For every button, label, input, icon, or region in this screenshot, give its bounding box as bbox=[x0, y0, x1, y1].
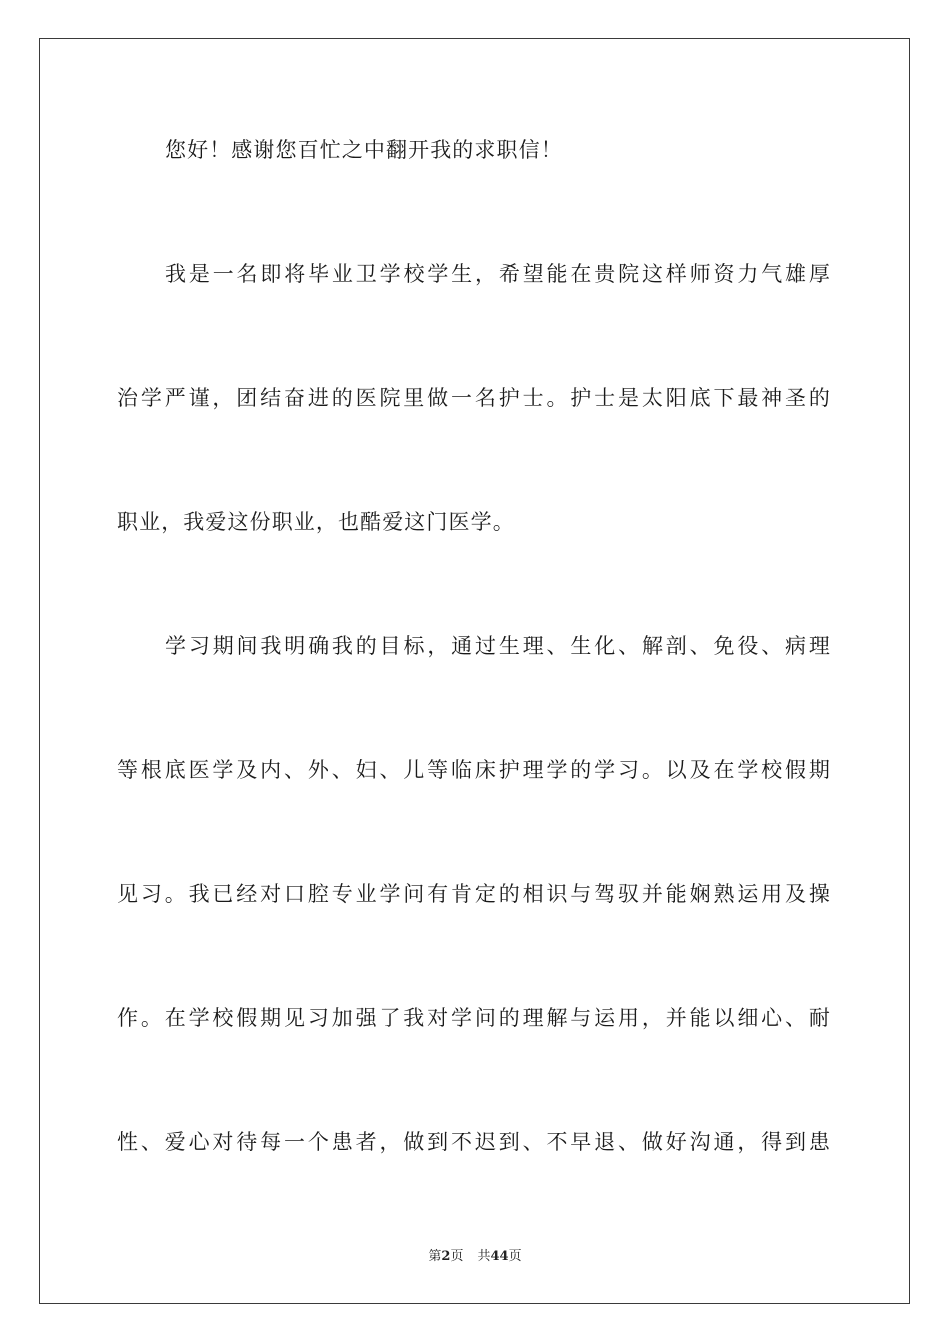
paragraph-2-line-5: 性、爱心对待每一个患者，做到不迟到、不早退、做好沟通，得到患 bbox=[117, 1130, 831, 1154]
total-suffix: 页 bbox=[508, 1249, 522, 1264]
paragraph-2-line-2: 等根底医学及内、外、妇、儿等临床护理学的学习。以及在学校假期 bbox=[117, 758, 831, 782]
page-number: 2 bbox=[441, 1249, 451, 1264]
paragraph-1-line-2: 治学严谨，团结奋进的医院里做一名护士。护士是太阳底下最神圣的 bbox=[117, 386, 831, 410]
page-footer bbox=[0, 1248, 950, 1266]
total-pages: 44 bbox=[490, 1249, 509, 1264]
page-border bbox=[39, 38, 910, 1304]
paragraph-1-line-3: 职业，我爱这份职业，也酷爱这门医学。 bbox=[117, 510, 515, 534]
paragraph-1-line-1: 我是一名即将毕业卫学校学生，希望能在贵院这样师资力气雄厚 bbox=[165, 262, 831, 286]
greeting-line: 您好！感谢您百忙之中翻开我的求职信！ bbox=[165, 138, 563, 162]
page-suffix: 页 bbox=[450, 1249, 464, 1264]
paragraph-2-line-4: 作。在学校假期见习加强了我对学问的理解与运用，并能以细心、耐 bbox=[117, 1006, 831, 1030]
paragraph-2-line-1: 学习期间我明确我的目标，通过生理、生化、解剖、免役、病理 bbox=[165, 634, 831, 658]
page-prefix: 第 bbox=[428, 1249, 442, 1264]
paragraph-2-line-3: 见习。我已经对口腔专业学问有肯定的相识与驾驭并能娴熟运用及操 bbox=[117, 882, 831, 906]
total-prefix: 共 bbox=[477, 1249, 491, 1264]
